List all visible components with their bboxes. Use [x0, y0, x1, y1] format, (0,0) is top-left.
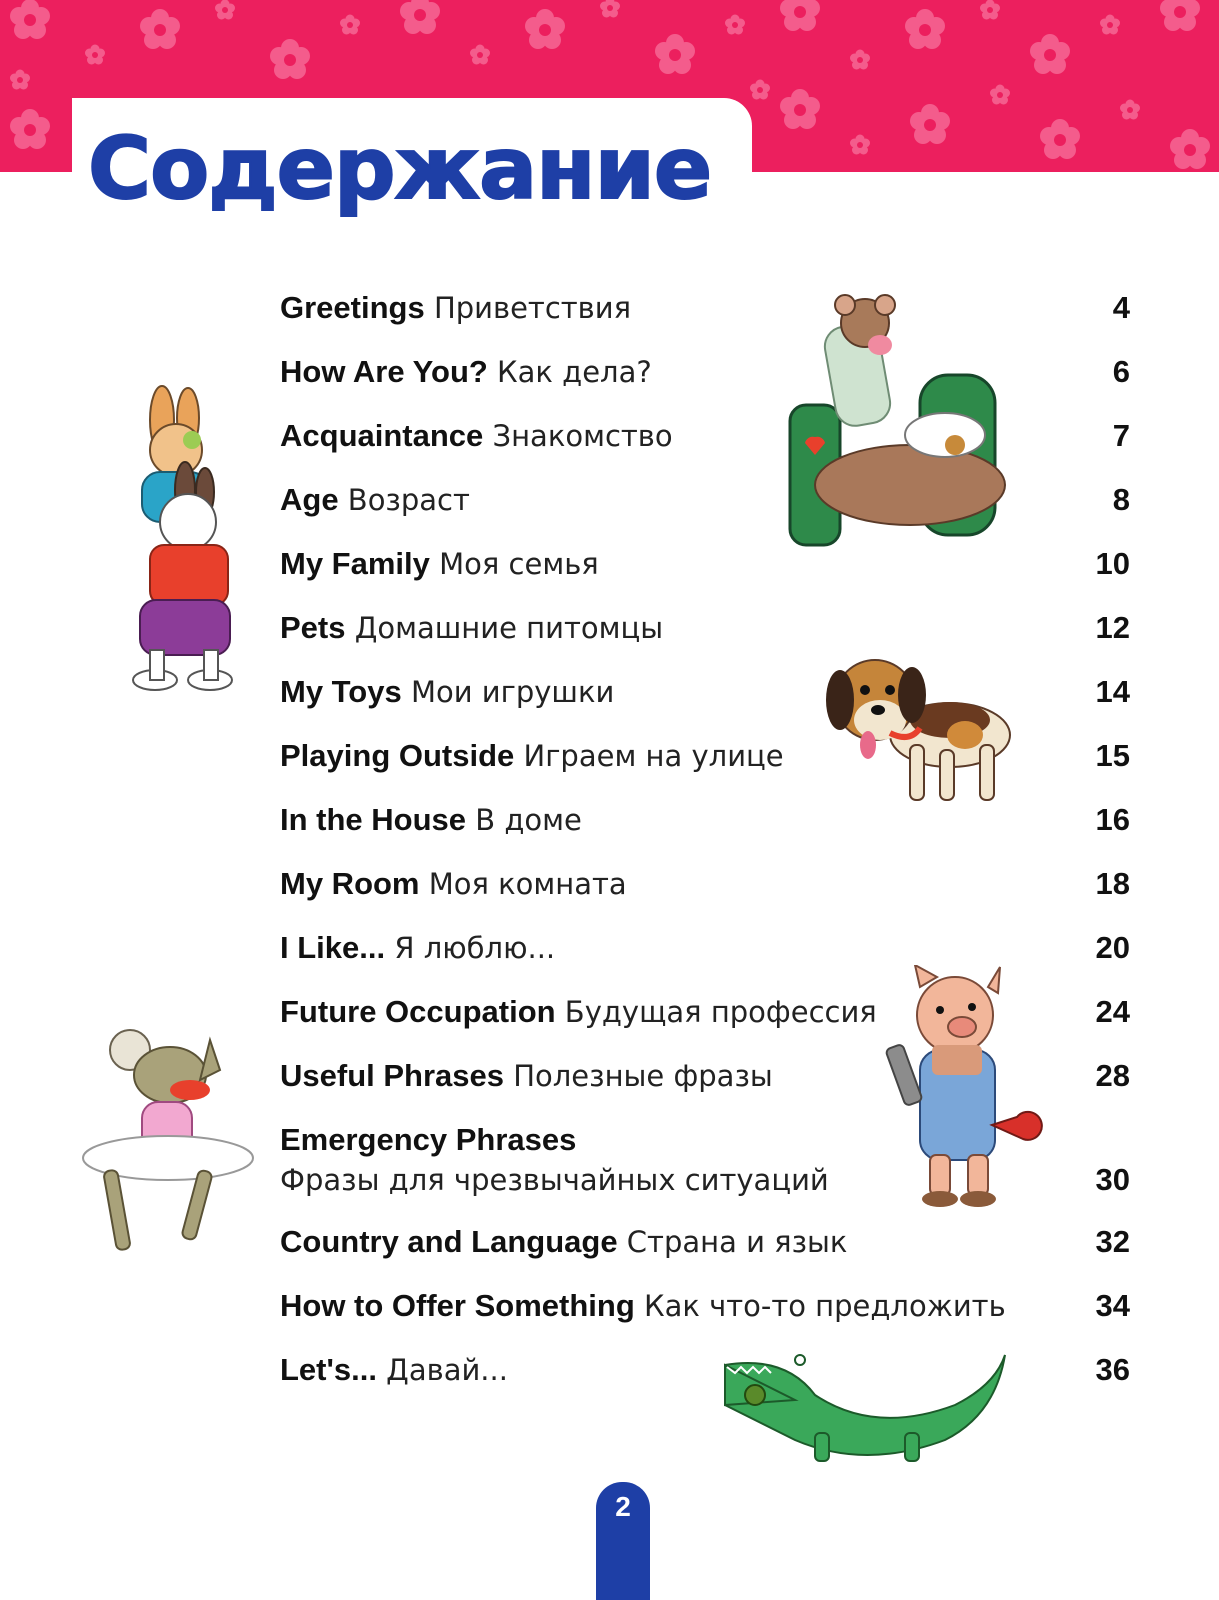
- toc-entry-russian: Как дела?: [497, 355, 652, 389]
- toc-entry-russian: Знакомство: [492, 419, 673, 453]
- toc-entry-english: In the House: [280, 802, 467, 837]
- toc-entry-russian: Как что-то предложить: [643, 1289, 1006, 1323]
- toc-entry-page: 6: [1112, 354, 1130, 389]
- toc-entry-page: 8: [1112, 482, 1130, 517]
- toc-entry-page: 4: [1112, 290, 1130, 325]
- pig-icon: [880, 965, 1050, 1215]
- toc-entry-page: 20: [1095, 930, 1130, 965]
- toc-entry-page: 15: [1095, 738, 1130, 773]
- toc-entry-russian: Мои игрушки: [410, 675, 615, 709]
- toc-entry-english: Useful Phrases: [280, 1058, 504, 1093]
- toc-entry-page: 24: [1095, 994, 1130, 1029]
- toc-entry-russian: Страна и язык: [626, 1225, 848, 1259]
- toc-entry-page: 12: [1095, 610, 1130, 645]
- toc-entry-page: 28: [1095, 1058, 1130, 1093]
- toc-entry-russian: Полезные фразы: [513, 1059, 773, 1093]
- page-title: Содержание: [88, 119, 712, 219]
- toc-entry-page: 10: [1095, 546, 1130, 581]
- toc-entry-english: Pets: [280, 610, 346, 645]
- toc-entry-page: 16: [1095, 802, 1130, 837]
- toc-entry-english: My Toys: [280, 674, 402, 709]
- toc-entry-english: Country and Language: [280, 1224, 618, 1259]
- toc-entry-russian: В доме: [475, 803, 582, 837]
- mouse-ballerina-icon: [70, 1020, 260, 1270]
- toc-entry-english: I Like...: [280, 930, 386, 965]
- page-number-tab: [596, 1482, 650, 1600]
- toc-entry-page: 36: [1095, 1352, 1130, 1387]
- toc-entry-page: 18: [1095, 866, 1130, 901]
- toc-entry-english: How to Offer Something: [280, 1288, 635, 1323]
- toc-entry-page: 14: [1095, 674, 1130, 709]
- toc-entry-english: My Family: [280, 546, 430, 581]
- toc-entry-russian: Возраст: [347, 483, 470, 517]
- page-number: 2: [615, 1491, 631, 1522]
- crocodile-icon: [715, 1335, 1015, 1485]
- rabbit-icon: [100, 380, 250, 700]
- dog-icon: [820, 645, 1020, 815]
- toc-entry-english: Emergency Phrases: [280, 1122, 577, 1157]
- mouse-in-bed-icon: [770, 285, 1030, 555]
- toc-entry-russian: Давай...: [386, 1353, 508, 1387]
- toc-entry-russian: Моя семья: [439, 547, 599, 581]
- toc-entry[interactable]: [280, 1222, 1130, 1286]
- toc-entry-page: 34: [1095, 1288, 1130, 1323]
- toc-entry-page: 32: [1095, 1224, 1130, 1259]
- toc-entry-english: My Room: [280, 866, 420, 901]
- toc-entry-russian: Моя комната: [428, 867, 627, 901]
- toc-entry-russian: Домашние питомцы: [354, 611, 664, 645]
- toc-entry-russian: Играем на улице: [523, 739, 784, 773]
- toc-entry-english: Playing Outside: [280, 738, 515, 773]
- toc-entry-russian: Приветствия: [433, 291, 632, 325]
- toc-entry-english: Let's...: [280, 1352, 377, 1387]
- toc-entry-russian: Будущая профессия: [564, 995, 877, 1029]
- toc-entry-page: 7: [1112, 418, 1130, 453]
- toc-entry-english: Future Occupation: [280, 994, 556, 1029]
- toc-entry-english: Age: [280, 482, 339, 517]
- toc-entry-russian: Фразы для чрезвычайных ситуаций: [280, 1163, 829, 1197]
- toc-entry-english: How Are You?: [280, 354, 488, 389]
- toc-entry-english: Greetings: [280, 290, 425, 325]
- toc-entry[interactable]: [280, 864, 1130, 928]
- toc-entry-english: Acquaintance: [280, 418, 484, 453]
- toc-entry-page: 30: [1095, 1162, 1130, 1197]
- toc-entry-russian: Я люблю...: [394, 931, 556, 965]
